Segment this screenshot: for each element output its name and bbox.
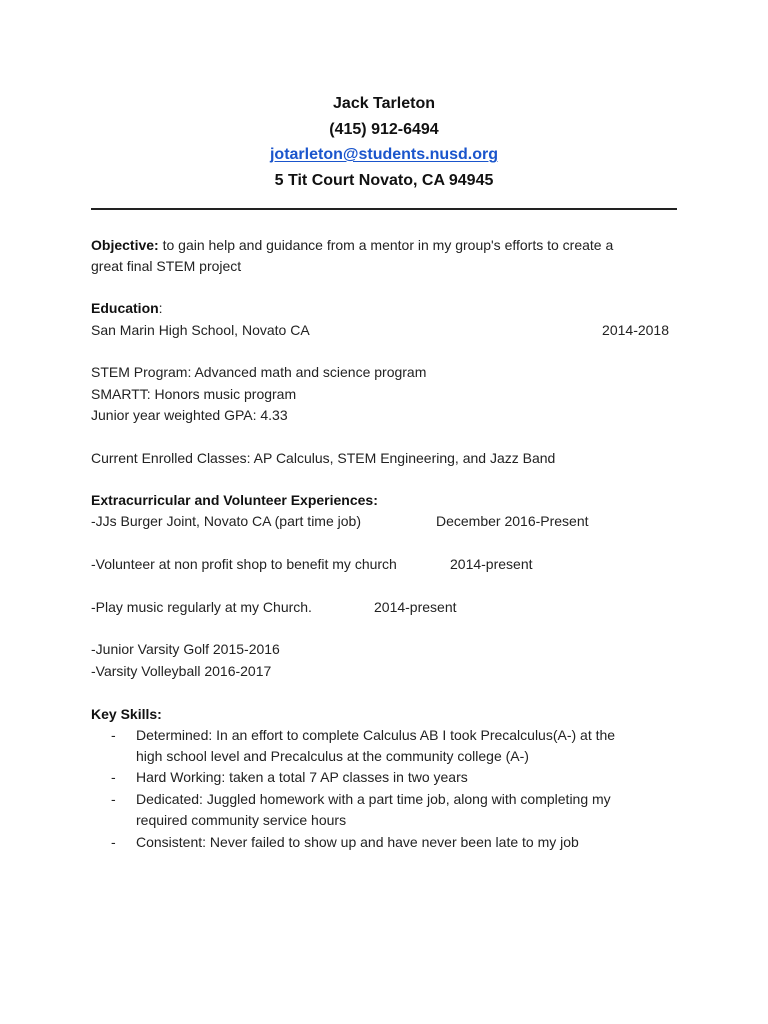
objective-text: to gain help and guidance from a mentor in my group's efforts to create a [158, 237, 614, 253]
education-classes: Current Enrolled Classes: AP Calculus, STEM Engineering, and Jazz Band [91, 450, 556, 466]
skill-dash: - [111, 834, 116, 850]
skills-heading: Key Skills: [91, 706, 162, 722]
skill-line: high school level and Precalculus at the community college (A-) [136, 748, 529, 764]
education-label: Education [91, 300, 159, 316]
email-link[interactable]: jotarleton@students.nusd.org [269, 146, 499, 163]
education-gpa: Junior year weighted GPA: 4.33 [91, 407, 288, 423]
skill-item [136, 832, 676, 853]
header-divider [91, 208, 677, 210]
objective-line-1 [91, 235, 613, 256]
email-line [0, 142, 768, 168]
skill-item [136, 789, 676, 831]
education-colon: : [158, 300, 163, 316]
applicant-name: Jack Tarleton [333, 95, 435, 112]
skill-dash: - [111, 791, 116, 807]
education-program: SMARTT: Honors music program [91, 386, 297, 402]
skill-line: Dedicated: Juggled homework with a part time job, along with completing my [136, 791, 611, 807]
skill-line: Hard Working: taken a total 7 AP classes in two years [136, 769, 468, 785]
phone-number: (415) 912-6494 [329, 121, 439, 138]
extracurricular-item: -Play music regularly at my Church. [91, 599, 312, 615]
skill-dash: - [111, 769, 116, 785]
skill-line: Consistent: Never failed to show up and have never been late to my job [136, 834, 579, 850]
skill-line: Determined: In an effort to complete Calculus AB I took Precalculus(A-) at the [136, 727, 616, 743]
extracurricular-date: 2014-present [374, 599, 457, 615]
education-years: 2014-2018 [602, 322, 669, 338]
objective-line-2: great final STEM project [91, 258, 242, 274]
sport-item: -Junior Varsity Golf 2015-2016 [91, 641, 280, 657]
extracurricular-item: -JJs Burger Joint, Novato CA (part time job) [91, 513, 361, 529]
skill-item [136, 767, 676, 788]
education-school: San Marin High School, Novato CA [91, 322, 310, 338]
extracurricular-heading: Extracurricular and Volunteer Experiences: [91, 492, 378, 508]
sport-item: -Varsity Volleyball 2016-2017 [91, 663, 272, 679]
education-heading [91, 298, 163, 319]
objective-label: Objective: [91, 237, 159, 253]
mailing-address: 5 Tit Court Novato, CA 94945 [274, 172, 494, 189]
skill-line: required community service hours [136, 812, 347, 828]
skill-item [136, 725, 676, 767]
skill-dash: - [111, 727, 116, 743]
education-program: STEM Program: Advanced math and science program [91, 364, 427, 380]
extracurricular-item: -Volunteer at non profit shop to benefit my church [91, 556, 397, 572]
extracurricular-date: 2014-present [450, 556, 533, 572]
extracurricular-date: December 2016-Present [436, 513, 589, 529]
